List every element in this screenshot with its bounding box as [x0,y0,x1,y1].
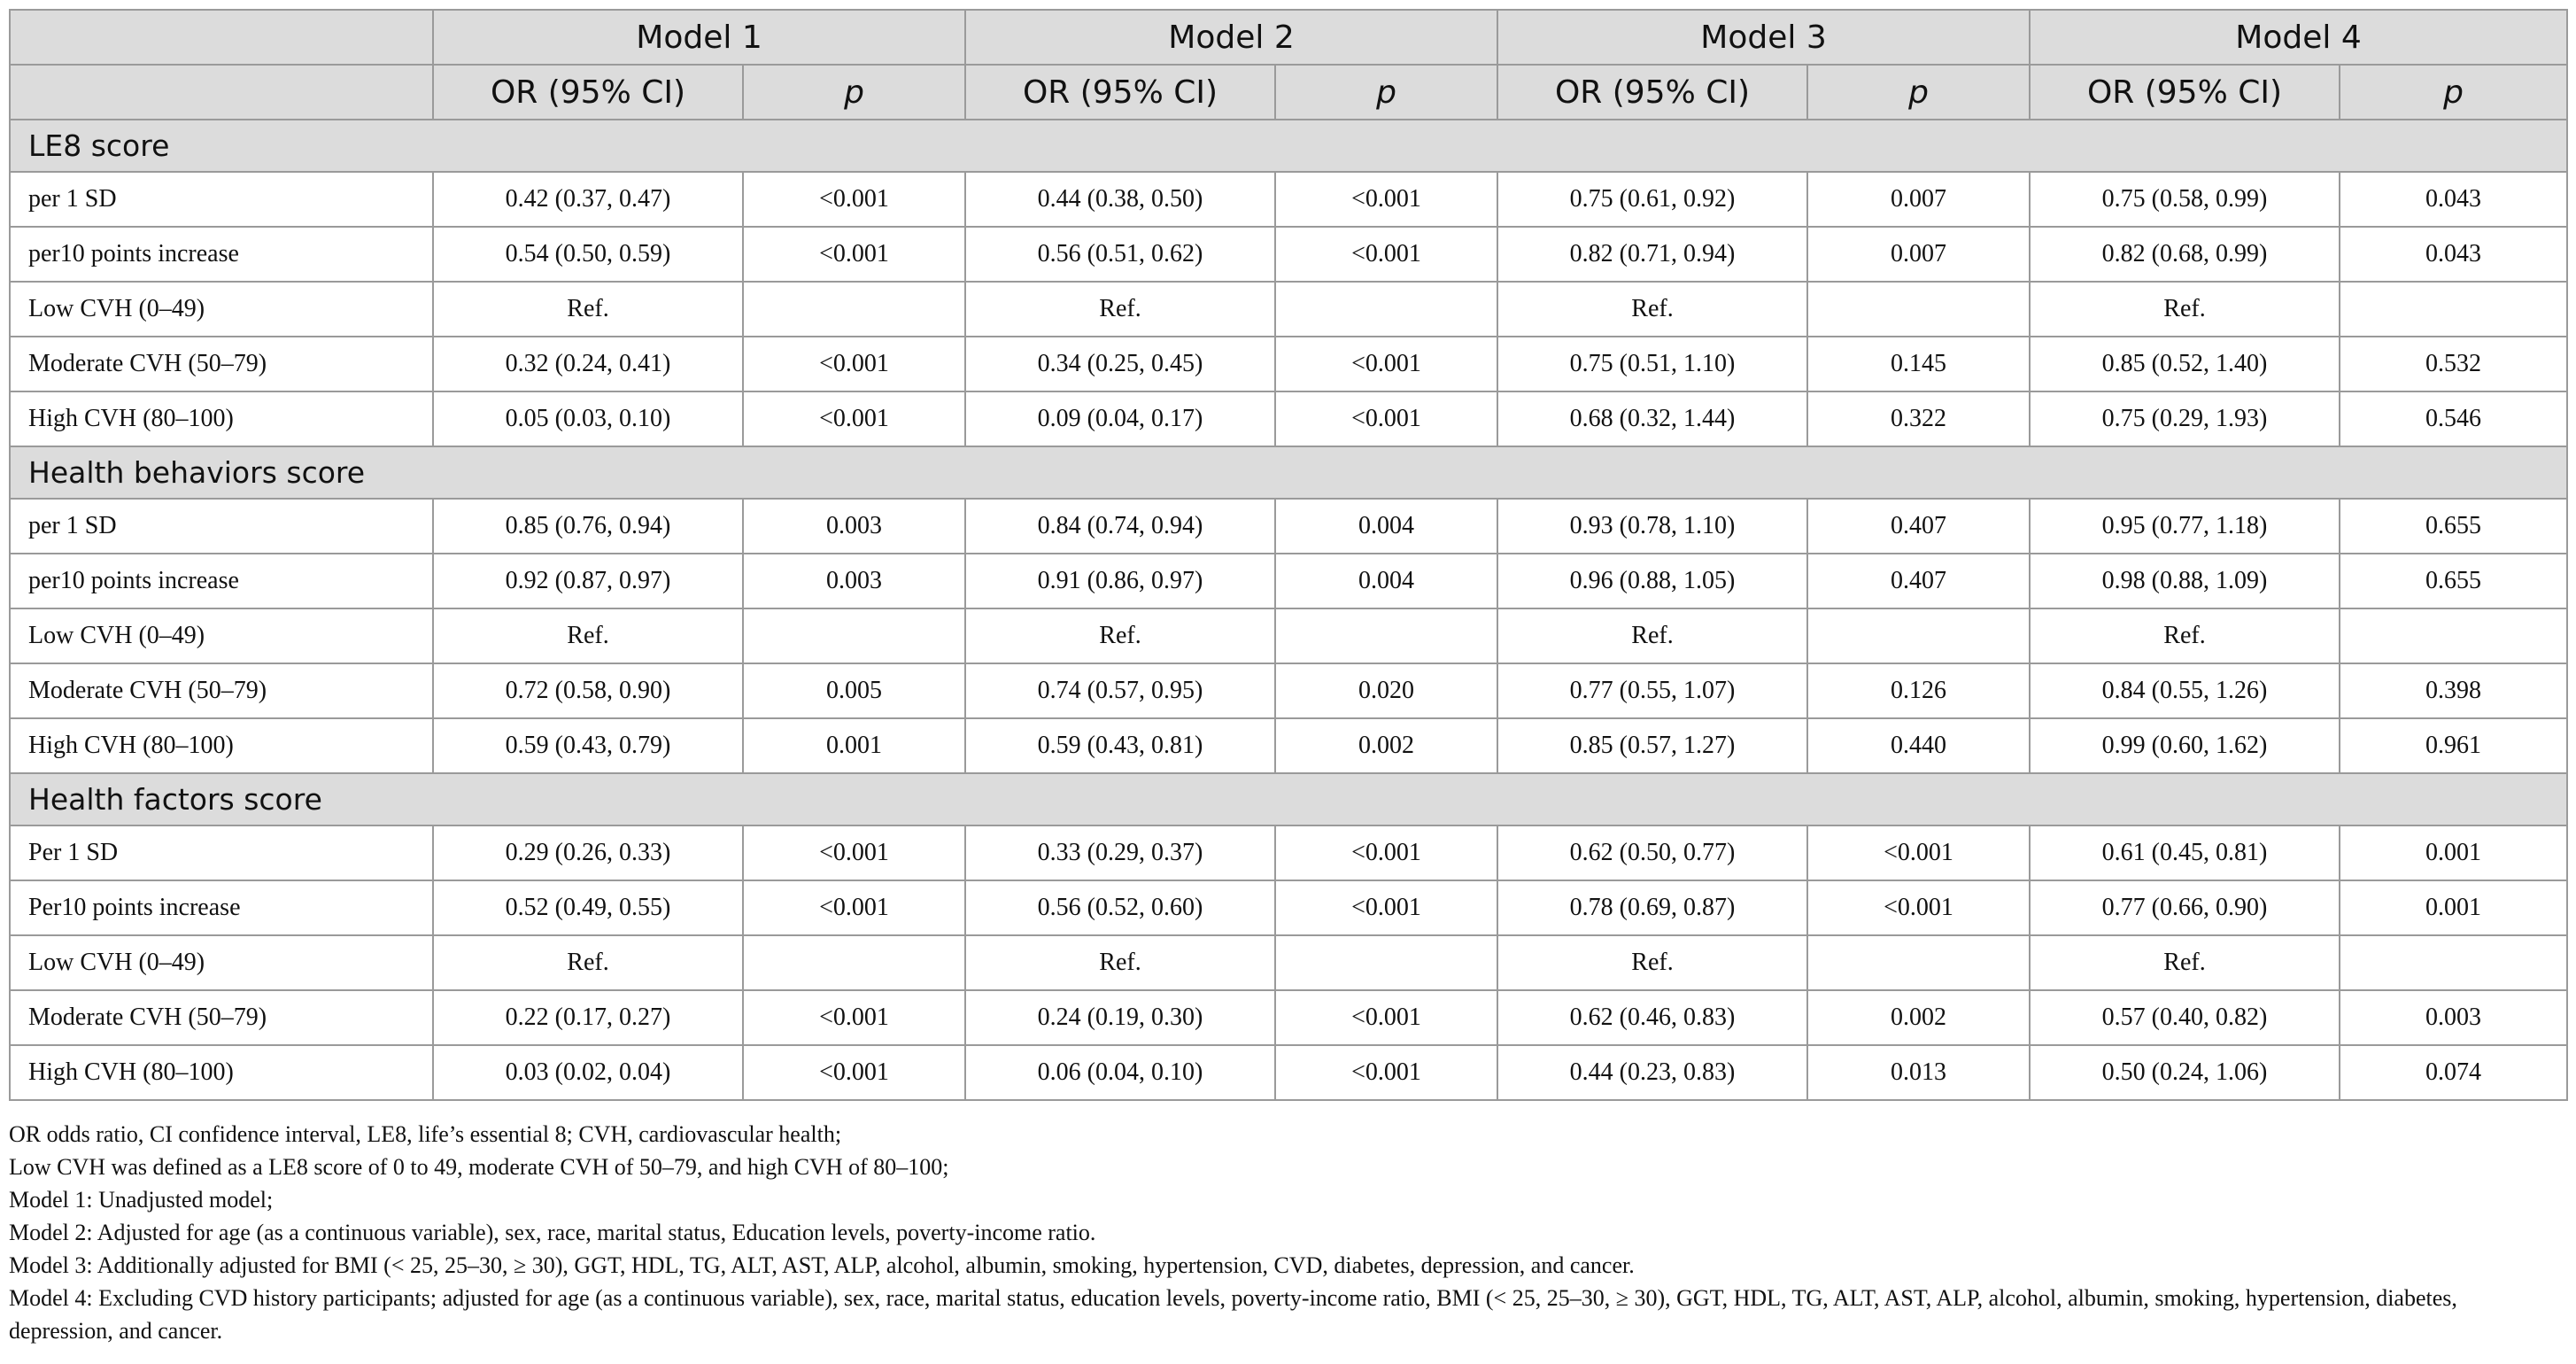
table-row [10,990,2567,1045]
or-ci-cell: Ref. [433,608,743,663]
or-ci-header: OR (95% CI) [965,65,1275,120]
p-value-cell: 0.003 [743,499,965,554]
or-ci-cell: 0.85 (0.76, 0.94) [433,499,743,554]
row-label: High CVH (80–100) [10,1045,433,1100]
table-row [10,499,2567,554]
p-value-cell: 0.003 [743,554,965,608]
or-ci-cell: Ref. [965,935,1275,990]
or-ci-cell: Ref. [965,608,1275,663]
or-ci-cell: 0.84 (0.55, 1.26) [2030,663,2340,718]
p-value-cell: <0.001 [1275,880,1497,935]
footnote-line: Low CVH was defined as a LE8 score of 0 to 49, moderate CVH of 50–79, and high CVH of 80–100; [9,1154,949,1180]
section-title: LE8 score [10,120,2567,172]
row-label: per 1 SD [10,499,433,554]
p-value-cell: <0.001 [743,825,965,880]
column-header-row [10,65,2567,120]
footnote-line: Model 2: Adjusted for age (as a continuous variable), sex, race, marital status, Education levels, poverty-income ratio. [9,1220,1096,1245]
p-value-header: p [1275,65,1497,120]
p-value-cell: 0.004 [1275,499,1497,554]
p-value-cell: 0.007 [1807,172,2030,227]
or-ci-cell: 0.77 (0.66, 0.90) [2030,880,2340,935]
p-value-cell: <0.001 [1275,990,1497,1045]
footnote-line: OR odds ratio, CI confidence interval, LE8, life’s essential 8; CVH, cardiovascular health; [9,1121,842,1147]
p-value-cell: 0.001 [2340,825,2567,880]
p-value-cell: 0.043 [2340,227,2567,282]
table-row [10,282,2567,337]
table-row [10,337,2567,391]
or-ci-cell: 0.32 (0.24, 0.41) [433,337,743,391]
p-value-cell: 0.322 [1807,391,2030,446]
results-table-container [9,9,2566,1101]
row-label: High CVH (80–100) [10,718,433,773]
or-ci-cell: Ref. [965,282,1275,337]
p-value-cell: 0.002 [1275,718,1497,773]
or-ci-header: OR (95% CI) [2030,65,2340,120]
footnote-line: Model 1: Unadjusted model; [9,1187,274,1213]
section-header-row [10,773,2567,825]
p-value-cell [1807,935,2030,990]
table-row [10,880,2567,935]
p-value-cell [1807,282,2030,337]
p-value-cell [743,282,965,337]
or-ci-cell: Ref. [1497,935,1807,990]
or-ci-cell: 0.82 (0.68, 0.99) [2030,227,2340,282]
p-value-cell: 0.961 [2340,718,2567,773]
or-ci-cell: 0.82 (0.71, 0.94) [1497,227,1807,282]
row-label: Per 1 SD [10,825,433,880]
or-ci-cell: 0.59 (0.43, 0.79) [433,718,743,773]
or-ci-cell: 0.84 (0.74, 0.94) [965,499,1275,554]
row-label: per 1 SD [10,172,433,227]
section-header-row [10,446,2567,499]
table-row [10,608,2567,663]
results-table [9,9,2568,1101]
row-label: per10 points increase [10,227,433,282]
p-value-cell: 0.013 [1807,1045,2030,1100]
p-value-cell [2340,608,2567,663]
or-ci-cell: 0.78 (0.69, 0.87) [1497,880,1807,935]
p-value-cell: <0.001 [1275,825,1497,880]
or-ci-cell: 0.75 (0.61, 0.92) [1497,172,1807,227]
p-value-cell: 0.001 [2340,880,2567,935]
p-value-cell: 0.407 [1807,554,2030,608]
or-ci-cell: 0.52 (0.49, 0.55) [433,880,743,935]
or-ci-header: OR (95% CI) [1497,65,1807,120]
or-ci-cell: Ref. [1497,282,1807,337]
or-ci-cell: 0.44 (0.23, 0.83) [1497,1045,1807,1100]
or-ci-cell: 0.77 (0.55, 1.07) [1497,663,1807,718]
section-title: Health factors score [10,773,2567,825]
or-ci-cell: Ref. [1497,608,1807,663]
or-ci-cell: 0.92 (0.87, 0.97) [433,554,743,608]
p-value-cell: <0.001 [1275,227,1497,282]
p-value-cell: 0.074 [2340,1045,2567,1100]
or-ci-cell: 0.59 (0.43, 0.81) [965,718,1275,773]
p-value-cell [2340,282,2567,337]
row-label: Moderate CVH (50–79) [10,663,433,718]
p-value-cell: 0.007 [1807,227,2030,282]
or-ci-cell: 0.44 (0.38, 0.50) [965,172,1275,227]
or-ci-cell: 0.22 (0.17, 0.27) [433,990,743,1045]
p-value-cell: 0.145 [1807,337,2030,391]
p-value-cell: <0.001 [1275,337,1497,391]
row-label: High CVH (80–100) [10,391,433,446]
row-label: Low CVH (0–49) [10,935,433,990]
or-ci-cell: 0.68 (0.32, 1.44) [1497,391,1807,446]
or-ci-cell: Ref. [433,935,743,990]
p-value-cell: 0.655 [2340,499,2567,554]
row-label: Low CVH (0–49) [10,608,433,663]
table-row [10,825,2567,880]
or-ci-cell: 0.54 (0.50, 0.59) [433,227,743,282]
p-value-cell: 0.005 [743,663,965,718]
corner-cell [10,65,433,120]
or-ci-cell: Ref. [2030,608,2340,663]
or-ci-cell: 0.91 (0.86, 0.97) [965,554,1275,608]
p-value-cell: 0.546 [2340,391,2567,446]
or-ci-cell: Ref. [433,282,743,337]
or-ci-cell: 0.50 (0.24, 1.06) [2030,1045,2340,1100]
or-ci-cell: 0.24 (0.19, 0.30) [965,990,1275,1045]
p-value-cell: 0.407 [1807,499,2030,554]
p-value-cell: 0.003 [2340,990,2567,1045]
table-row [10,718,2567,773]
p-value-cell [743,935,965,990]
p-value-cell: <0.001 [743,1045,965,1100]
model-header: Model 3 [1497,10,2030,65]
row-label: per10 points increase [10,554,433,608]
or-ci-cell: 0.03 (0.02, 0.04) [433,1045,743,1100]
model-header-row [10,10,2567,65]
footnote-line: Model 3: Additionally adjusted for BMI (< 25, 25–30, ≥ 30), GGT, HDL, TG, ALT, AST, ALP, alcohol, albumin, smoking, hypertension, CVD, diabetes, depression, and cancer. [9,1252,1635,1278]
or-ci-cell: 0.99 (0.60, 1.62) [2030,718,2340,773]
or-ci-cell: 0.05 (0.03, 0.10) [433,391,743,446]
p-value-cell [1275,608,1497,663]
or-ci-cell: 0.74 (0.57, 0.95) [965,663,1275,718]
or-ci-cell: 0.98 (0.88, 1.09) [2030,554,2340,608]
p-value-header: p [2340,65,2567,120]
p-value-cell: <0.001 [743,880,965,935]
or-ci-cell: 0.85 (0.52, 1.40) [2030,337,2340,391]
p-value-cell: <0.001 [1275,1045,1497,1100]
model-header: Model 2 [965,10,1497,65]
or-ci-cell: 0.29 (0.26, 0.33) [433,825,743,880]
or-ci-cell: 0.93 (0.78, 1.10) [1497,499,1807,554]
table-row [10,391,2567,446]
model-header: Model 1 [433,10,965,65]
or-ci-cell: 0.72 (0.58, 0.90) [433,663,743,718]
p-value-cell: <0.001 [743,337,965,391]
row-label: Moderate CVH (50–79) [10,990,433,1045]
or-ci-cell: 0.56 (0.51, 0.62) [965,227,1275,282]
p-value-cell: 0.440 [1807,718,2030,773]
p-value-header: p [1807,65,2030,120]
or-ci-cell: 0.09 (0.04, 0.17) [965,391,1275,446]
table-body [10,120,2567,1100]
p-value-cell: <0.001 [1807,825,2030,880]
footnote-line: Model 4: Excluding CVD history participants; adjusted for age (as a continuous variable), sex, race, marital status, education levels, poverty-income ratio, BMI (< 25, 25–30, ≥ 30), GGT, HDL, TG, ALT, AST, ALP, alcohol, albumin, smoking, hypertension, diabetes, depression, and cancer. [9,1285,2457,1344]
row-label: Low CVH (0–49) [10,282,433,337]
or-ci-cell: 0.61 (0.45, 0.81) [2030,825,2340,880]
p-value-cell: <0.001 [743,172,965,227]
p-value-cell: <0.001 [743,990,965,1045]
p-value-cell: <0.001 [743,391,965,446]
p-value-cell [1807,608,2030,663]
row-label: Per10 points increase [10,880,433,935]
p-value-cell: 0.043 [2340,172,2567,227]
or-ci-cell: 0.75 (0.29, 1.93) [2030,391,2340,446]
p-value-cell [1275,935,1497,990]
or-ci-cell: 0.42 (0.37, 0.47) [433,172,743,227]
or-ci-cell: 0.75 (0.51, 1.10) [1497,337,1807,391]
corner-cell [10,10,433,65]
or-ci-cell: 0.75 (0.58, 0.99) [2030,172,2340,227]
p-value-cell: <0.001 [1807,880,2030,935]
table-row [10,227,2567,282]
table-row [10,1045,2567,1100]
or-ci-cell: Ref. [2030,935,2340,990]
p-value-cell: 0.126 [1807,663,2030,718]
or-ci-cell: 0.95 (0.77, 1.18) [2030,499,2340,554]
table-row [10,663,2567,718]
or-ci-cell: 0.85 (0.57, 1.27) [1497,718,1807,773]
section-header-row [10,120,2567,172]
p-value-cell: 0.004 [1275,554,1497,608]
p-value-cell [1275,282,1497,337]
p-value-cell [2340,935,2567,990]
p-value-cell: 0.001 [743,718,965,773]
or-ci-cell: 0.57 (0.40, 0.82) [2030,990,2340,1045]
table-footnotes [9,1118,2566,1347]
p-value-header: p [743,65,965,120]
p-value-cell: <0.001 [743,227,965,282]
or-ci-cell: 0.62 (0.50, 0.77) [1497,825,1807,880]
p-value-cell: 0.398 [2340,663,2567,718]
section-title: Health behaviors score [10,446,2567,499]
model-header: Model 4 [2030,10,2567,65]
p-value-cell: 0.002 [1807,990,2030,1045]
table-row [10,935,2567,990]
row-label: Moderate CVH (50–79) [10,337,433,391]
p-value-cell: 0.020 [1275,663,1497,718]
p-value-cell: <0.001 [1275,391,1497,446]
p-value-cell: <0.001 [1275,172,1497,227]
p-value-cell: 0.532 [2340,337,2567,391]
table-row [10,554,2567,608]
or-ci-cell: 0.56 (0.52, 0.60) [965,880,1275,935]
or-ci-cell: 0.62 (0.46, 0.83) [1497,990,1807,1045]
p-value-cell: 0.655 [2340,554,2567,608]
or-ci-cell: 0.06 (0.04, 0.10) [965,1045,1275,1100]
table-row [10,172,2567,227]
or-ci-cell: 0.33 (0.29, 0.37) [965,825,1275,880]
or-ci-cell: Ref. [2030,282,2340,337]
or-ci-cell: 0.96 (0.88, 1.05) [1497,554,1807,608]
or-ci-cell: 0.34 (0.25, 0.45) [965,337,1275,391]
p-value-cell [743,608,965,663]
or-ci-header: OR (95% CI) [433,65,743,120]
